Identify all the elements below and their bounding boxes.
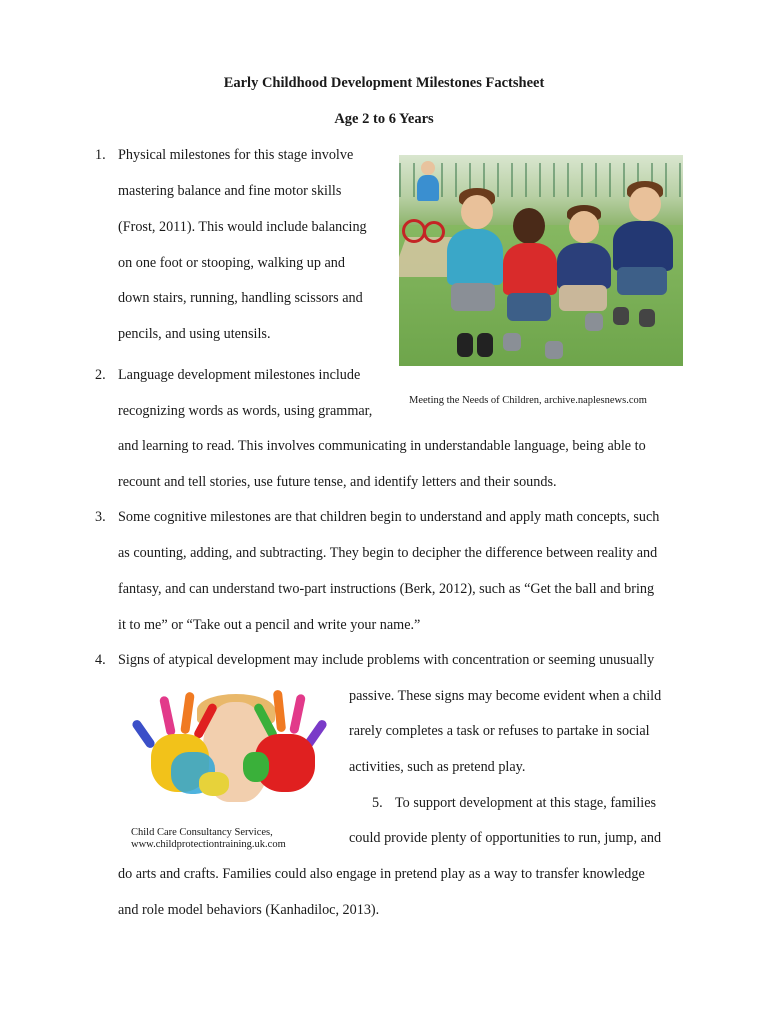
item-3-line: it to me” or “Take out a pencil and write your name.” [118, 617, 421, 633]
page-title: Early Childhood Development Milestones Factsheet [223, 75, 545, 91]
item-4-number: 4. [95, 652, 106, 668]
item-5-number: 5. [372, 795, 383, 811]
children-playground-photo [399, 155, 683, 366]
item-2-line: recount and tell stories, use future tense, and identify letters and their sounds. [118, 474, 557, 490]
item-3-line: as counting, adding, and subtracting. They begin to decipher the difference between reality and [118, 545, 658, 561]
item-2-number: 2. [95, 367, 106, 383]
item-4-line: activities, such as pretend play. [349, 759, 526, 775]
item-1-line: on one foot or stooping, walking up and [118, 255, 345, 271]
item-5-line: do arts and crafts. Families could also engage in pretend play as a way to transfer knowledge [118, 866, 645, 882]
item-2-line: Language development milestones include [118, 367, 361, 383]
item-1-line: Physical milestones for this stage involve [118, 147, 354, 163]
item-3-number: 3. [95, 509, 106, 525]
item-1-line: pencils, and using utensils. [118, 326, 271, 342]
item-5-line: and role model behaviors (Kanhadiloc, 2013). [118, 902, 380, 918]
item-4-line: passive. These signs may become evident when a child [349, 688, 662, 704]
item-1-line: down stairs, running, handling scissors and [118, 290, 363, 306]
item-4-line: rarely completes a task or refuses to partake in social [349, 723, 650, 739]
item-5-line: could provide plenty of opportunities to run, jump, and [349, 830, 662, 846]
photo2-caption-line2: www.childprotectiontraining.uk.com [131, 839, 286, 850]
item-1-line: (Frost, 2011). This would include balancing [118, 219, 367, 235]
photo2-caption-line1: Child Care Consultancy Services, [131, 827, 273, 838]
photo1-caption: Meeting the Needs of Children, archive.naplesnews.com [409, 395, 647, 406]
item-1-number: 1. [95, 147, 106, 163]
item-2-line: and learning to read. This involves communicating in understandable language, being able to [118, 438, 646, 454]
item-1-line: mastering balance and fine motor skills [118, 183, 342, 199]
item-4-line: Signs of atypical development may include problems with concentration or seeming unusually [118, 652, 655, 668]
item-3-line: Some cognitive milestones are that children begin to understand and apply math concepts, such [118, 509, 660, 525]
page-subtitle: Age 2 to 6 Years [334, 111, 434, 127]
item-3-line: fantasy, and can understand two-part instructions (Berk, 2012), such as “Get the ball and bring [118, 581, 655, 597]
item-5-line: To support development at this stage, families [395, 795, 657, 811]
painted-hands-photo [125, 690, 343, 808]
item-2-line: recognizing words as words, using grammar, [118, 403, 373, 419]
